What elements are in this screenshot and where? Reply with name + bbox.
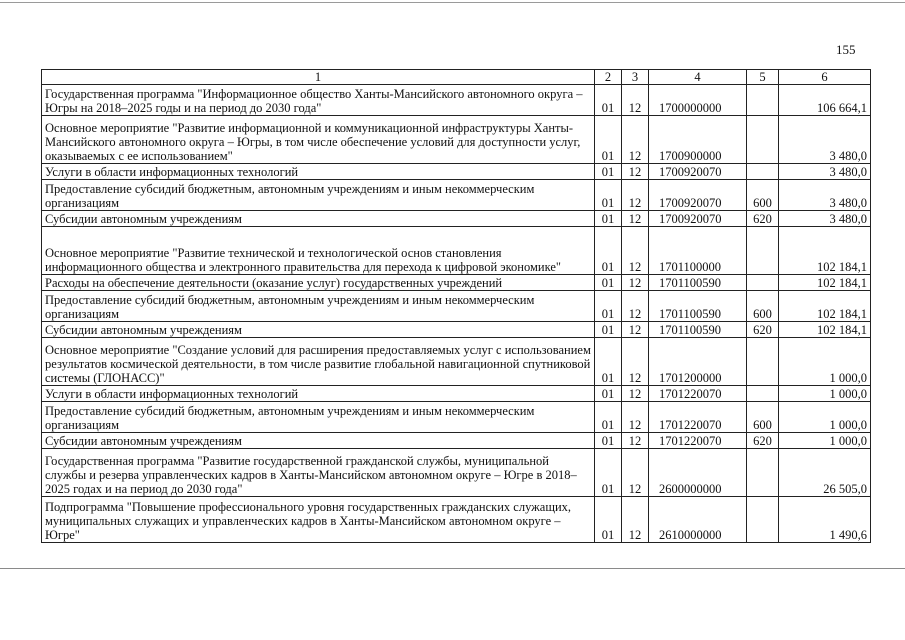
amount-cell: 106 664,1: [779, 85, 871, 116]
table-row: [42, 180, 871, 211]
row-name-cell: Услуги в области информационных технологий: [42, 386, 595, 402]
subsection-code-cell: 12: [622, 291, 649, 322]
expense-type-cell: 600: [747, 402, 779, 433]
section-code-cell: 01: [595, 322, 622, 338]
header-cell: 5: [747, 70, 779, 85]
section-code-cell: 01: [595, 433, 622, 449]
subsection-code-cell: 12: [622, 164, 649, 180]
target-article-cell: 1701100000: [649, 227, 747, 275]
header-row: [42, 70, 871, 85]
table-row: [42, 338, 871, 386]
row-name-cell: Основное мероприятие "Создание условий для расширения предоставляемых услуг с использованием результатов космической деятельности, в том числе развитие глобальной навигационной спутниковой системы (ГЛОНАСС)": [42, 338, 595, 386]
row-name-cell: Предоставление субсидий бюджетным, автономным учреждениям и иным некоммерческим организациям: [42, 291, 595, 322]
section-code-cell: 01: [595, 497, 622, 543]
amount-cell: 102 184,1: [779, 227, 871, 275]
table-row: [42, 497, 871, 543]
table-row: [42, 449, 871, 497]
subsection-code-cell: 12: [622, 402, 649, 433]
expense-type-cell: 600: [747, 180, 779, 211]
expense-type-cell: 600: [747, 291, 779, 322]
section-code-cell: 01: [595, 85, 622, 116]
section-code-cell: 01: [595, 180, 622, 211]
expense-type-cell: 620: [747, 322, 779, 338]
top-scan-edge: [0, 2, 905, 3]
target-article-cell: 1700920070: [649, 164, 747, 180]
subsection-code-cell: 12: [622, 322, 649, 338]
subsection-code-cell: 12: [622, 227, 649, 275]
amount-cell: 26 505,0: [779, 449, 871, 497]
row-name-cell: Государственная программа "Информационное общество Ханты-Мансийского автономного округа – Югры на 2018–2025 годы и на период до 2030 года": [42, 85, 595, 116]
expense-type-cell: [747, 497, 779, 543]
subsection-code-cell: 12: [622, 180, 649, 211]
amount-cell: 1 000,0: [779, 386, 871, 402]
row-name-cell: Субсидии автономным учреждениям: [42, 433, 595, 449]
section-code-cell: 01: [595, 338, 622, 386]
row-name-cell: Подпрограмма "Повышение профессионального уровня государственных гражданских служащих, муниципальных служащих и управленческих кадров в Ханты-Мансийском автономном округе – Югре": [42, 497, 595, 543]
section-code-cell: 01: [595, 402, 622, 433]
table-row: [42, 386, 871, 402]
expense-type-cell: [747, 338, 779, 386]
expense-type-cell: [747, 116, 779, 164]
expense-type-cell: [747, 275, 779, 291]
target-article-cell: 2600000000: [649, 449, 747, 497]
bottom-scan-edge: [0, 568, 905, 569]
table-row: [42, 164, 871, 180]
target-article-cell: 1701220070: [649, 433, 747, 449]
target-article-cell: 1700920070: [649, 180, 747, 211]
table-row: [42, 227, 871, 275]
header-cell: 2: [595, 70, 622, 85]
row-name-cell: Субсидии автономным учреждениям: [42, 322, 595, 338]
table-row: [42, 85, 871, 116]
subsection-code-cell: 12: [622, 275, 649, 291]
subsection-code-cell: 12: [622, 211, 649, 227]
row-name-cell: Расходы на обеспечение деятельности (оказание услуг) государственных учреждений: [42, 275, 595, 291]
amount-cell: 102 184,1: [779, 322, 871, 338]
expense-type-cell: [747, 85, 779, 116]
row-name-cell: Предоставление субсидий бюджетным, автономным учреждениям и иным некоммерческим организациям: [42, 180, 595, 211]
target-article-cell: 1701200000: [649, 338, 747, 386]
amount-cell: 3 480,0: [779, 211, 871, 227]
expense-type-cell: [747, 449, 779, 497]
section-code-cell: 01: [595, 386, 622, 402]
subsection-code-cell: 12: [622, 433, 649, 449]
amount-cell: 1 000,0: [779, 402, 871, 433]
row-name-cell: Услуги в области информационных технологий: [42, 164, 595, 180]
target-article-cell: 1701220070: [649, 402, 747, 433]
subsection-code-cell: 12: [622, 449, 649, 497]
target-article-cell: 1700920070: [649, 211, 747, 227]
row-name-cell: Предоставление субсидий бюджетным, автономным учреждениям и иным некоммерческим организациям: [42, 402, 595, 433]
subsection-code-cell: 12: [622, 116, 649, 164]
target-article-cell: 1700000000: [649, 85, 747, 116]
section-code-cell: 01: [595, 449, 622, 497]
section-code-cell: 01: [595, 291, 622, 322]
expense-type-cell: [747, 164, 779, 180]
amount-cell: 102 184,1: [779, 275, 871, 291]
subsection-code-cell: 12: [622, 338, 649, 386]
section-code-cell: 01: [595, 116, 622, 164]
page-number: 155: [836, 42, 856, 57]
subsection-code-cell: 12: [622, 386, 649, 402]
header-cell: 1: [42, 70, 595, 85]
expense-type-cell: [747, 227, 779, 275]
amount-cell: 3 480,0: [779, 164, 871, 180]
expense-type-cell: [747, 386, 779, 402]
target-article-cell: 1701100590: [649, 291, 747, 322]
table-row: [42, 211, 871, 227]
expense-type-cell: 620: [747, 211, 779, 227]
header-cell: 4: [649, 70, 747, 85]
amount-cell: 1 490,6: [779, 497, 871, 543]
table-body: [42, 85, 871, 543]
target-article-cell: 2610000000: [649, 497, 747, 543]
target-article-cell: 1701220070: [649, 386, 747, 402]
subsection-code-cell: 12: [622, 85, 649, 116]
row-name-cell: Государственная программа "Развитие государственной гражданской службы, муниципальной службы и резерва управленческих кадров в Ханты-Мансийском автономном округе – Югре в 2018–2025 годах и на период до 2030 года": [42, 449, 595, 497]
section-code-cell: 01: [595, 164, 622, 180]
amount-cell: 1 000,0: [779, 433, 871, 449]
table-row: [42, 322, 871, 338]
row-name-cell: Субсидии автономным учреждениям: [42, 211, 595, 227]
section-code-cell: 01: [595, 275, 622, 291]
target-article-cell: 1700900000: [649, 116, 747, 164]
section-code-cell: 01: [595, 227, 622, 275]
amount-cell: 102 184,1: [779, 291, 871, 322]
table-row: [42, 291, 871, 322]
subsection-code-cell: 12: [622, 497, 649, 543]
expense-type-cell: 620: [747, 433, 779, 449]
amount-cell: 3 480,0: [779, 116, 871, 164]
section-code-cell: 01: [595, 211, 622, 227]
header-cell: 3: [622, 70, 649, 85]
target-article-cell: 1701100590: [649, 322, 747, 338]
table-row: [42, 433, 871, 449]
row-name-cell: Основное мероприятие "Развитие технической и технологической основ становления информационного общества и электронного правительства для перехода к цифровой экономике": [42, 227, 595, 275]
amount-cell: 3 480,0: [779, 180, 871, 211]
table-row: [42, 275, 871, 291]
table-row: [42, 402, 871, 433]
row-name-cell: Основное мероприятие "Развитие информационной и коммуникационной инфраструктуры Ханты-Мансийского автономного округа – Югры, в том числе обеспечение условий для доступности услуг, оказываемых с ее использованием": [42, 116, 595, 164]
header-cell: 6: [779, 70, 871, 85]
target-article-cell: 1701100590: [649, 275, 747, 291]
table-row: [42, 116, 871, 164]
budget-table: [41, 69, 871, 543]
amount-cell: 1 000,0: [779, 338, 871, 386]
